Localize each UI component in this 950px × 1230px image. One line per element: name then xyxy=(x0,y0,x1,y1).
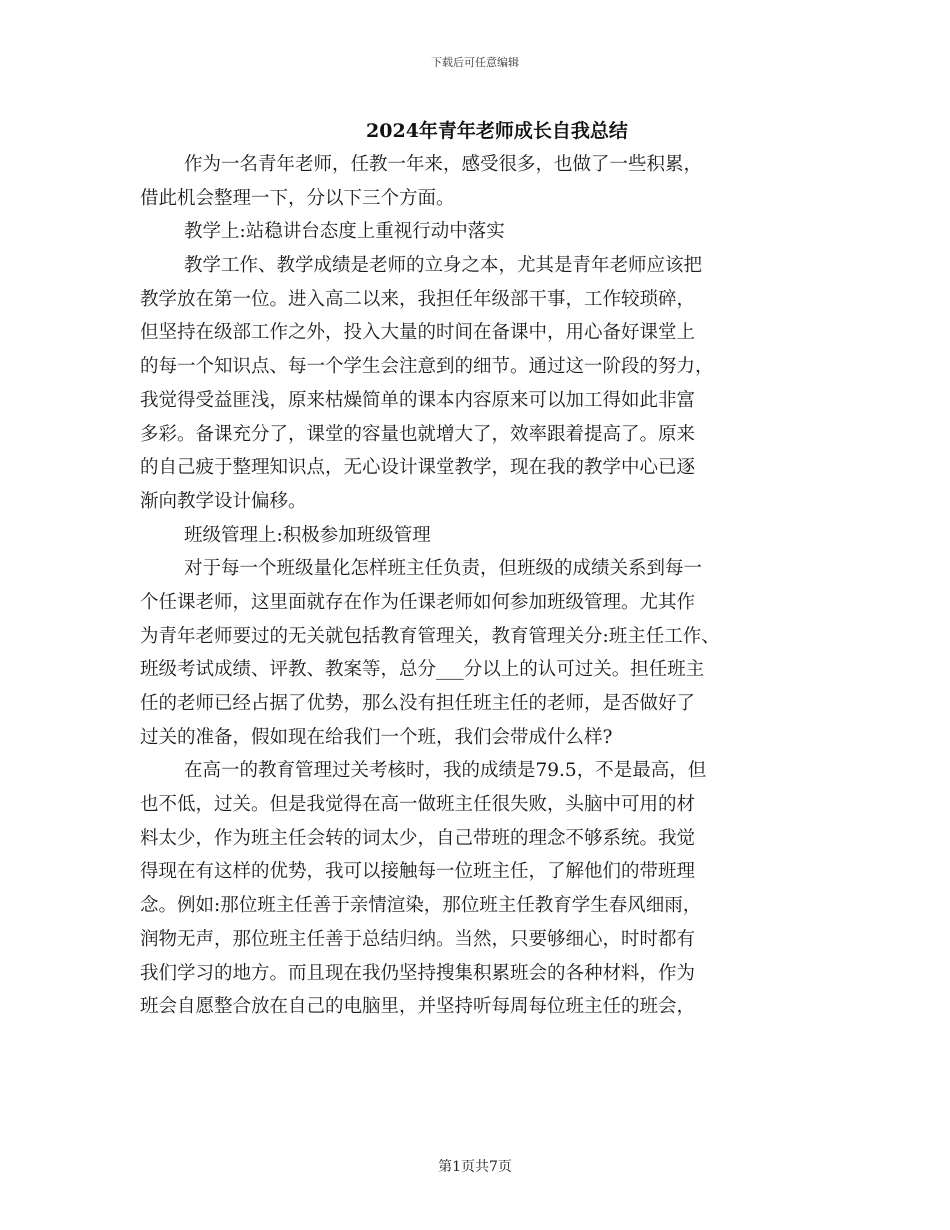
paragraph-line: 但坚持在级部工作之外，投入大量的时间在备课中，用心备好课堂上 xyxy=(140,322,696,344)
paragraph-line: 我们学习的地方。而且现在我仍坚持搜集积累班会的各种材料，作为 xyxy=(140,962,696,984)
paragraph-line: 渐向教学设计偏移。 xyxy=(140,490,307,512)
paragraph-line: 教学放在第一位。进入高二以来，我担任年级部干事，工作较琐碎， xyxy=(140,288,696,310)
paragraph-line: 的自己疲于整理知识点，无心设计课堂教学，现在我的教学中心已逐 xyxy=(140,457,696,479)
document-body xyxy=(140,148,820,1024)
paragraph-line: 我觉得受益匪浅，原来枯燥简单的课本内容原来可以加工得如此非富 xyxy=(140,389,696,411)
paragraph-line: 个任课老师，这里面就存在作为任课老师如何参加班级管理。尤其作 xyxy=(140,591,696,613)
paragraph-line: 为青年老师要过的无关就包括教育管理关，教育管理关分:班主任工作、 xyxy=(140,625,720,647)
section-heading: 班级管理上:积极参加班级管理 xyxy=(184,524,431,546)
paragraph-line: 班级考试成绩、评教、教案等，总分___分以上的认可过关。担任班主 xyxy=(140,659,705,681)
paragraph-line: 任的老师已经占据了优势，那么没有担任班主任的老师，是否做好了 xyxy=(140,693,696,714)
paragraph-line: 在高一的教育管理过关考核时，我的成绩是79.5，不是最高，但 xyxy=(184,760,707,782)
paragraph-line: 的每一个知识点、每一个学生会注意到的细节。通过这一阶段的努力， xyxy=(140,356,714,378)
paragraph-line: 得现在有这样的优势，我可以接触每一位班主任，了解他们的带班理 xyxy=(140,861,696,883)
paragraph-line: 教学工作、教学成绩是老师的立身之本，尤其是青年老师应该把 xyxy=(184,255,703,277)
paragraph-line: 也不低，过关。但是我觉得在高一做班主任很失败，头脑中可用的材 xyxy=(140,794,696,816)
paragraph-line: 多彩。备课充分了，课堂的容量也就增大了，效率跟着提高了。原来 xyxy=(140,423,696,445)
paragraph-line: 料太少，作为班主任会转的词太少，自己带班的理念不够系统。我觉 xyxy=(140,827,696,849)
paragraph-line: 过关的准备，假如现在给我们一个班，我们会带成什么样? xyxy=(140,726,613,748)
document-title: 2024年青年老师成长自我总结 xyxy=(366,120,628,142)
paragraph-line: 作为一名青年老师，任教一年来，感受很多，也做了一些积累， xyxy=(184,154,703,175)
paragraph-line: 念。例如:那位班主任善于亲情渲染，那位班主任教育学生春风细雨， xyxy=(140,895,702,917)
paragraph-line: 班会自愿整合放在自己的电脑里，并坚持听每周每位班主任的班会， xyxy=(140,996,696,1018)
header-note: 下载后可任意编辑 xyxy=(431,56,519,69)
paragraph-line: 借此机会整理一下，分以下三个方面。 xyxy=(140,187,455,209)
paragraph-line: 对于每一个班级量化怎样班主任负责，但班级的成绩关系到每一 xyxy=(184,558,703,580)
paragraph-line: 润物无声，那位班主任善于总结归纳。当然，只要够细心，时时都有 xyxy=(140,928,696,950)
section-heading: 教学上:站稳讲台态度上重视行动中落实 xyxy=(184,221,505,243)
page-number: 第1页共7页 xyxy=(438,1159,512,1175)
